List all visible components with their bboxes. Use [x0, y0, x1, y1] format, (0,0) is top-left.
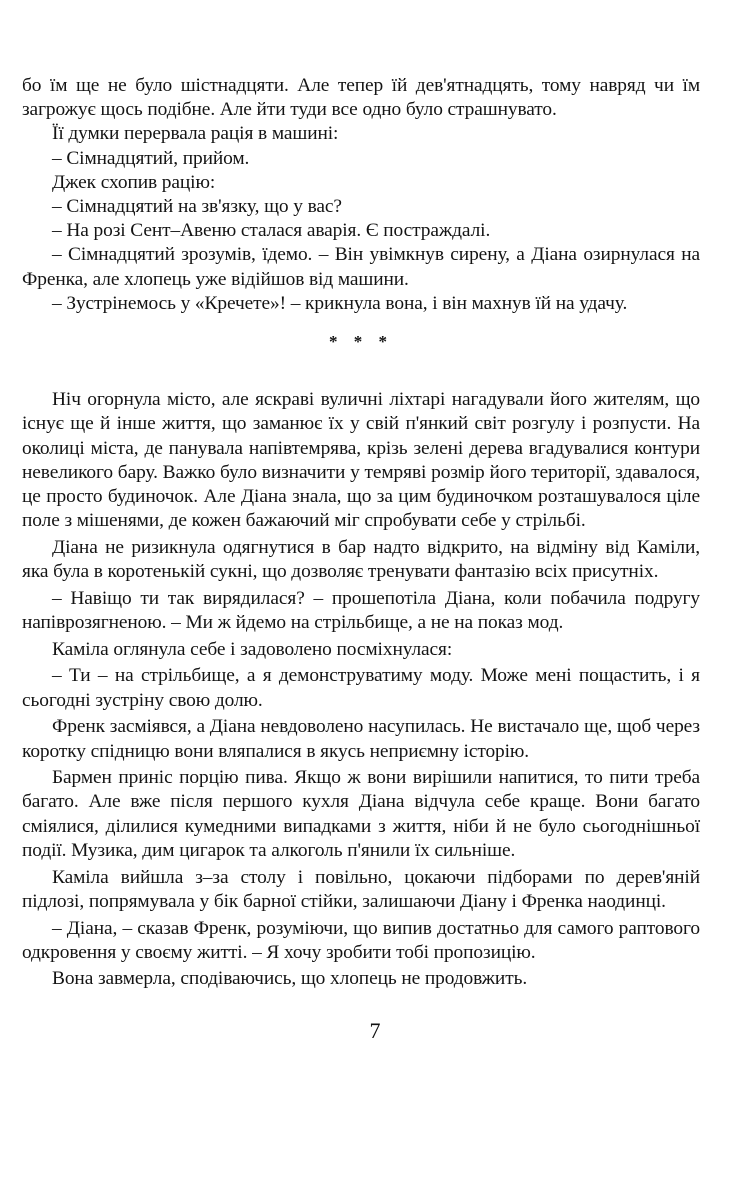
paragraph: бо їм ще не було шістнадцяти. Але тепер їй дев'ятнадцять, тому навряд чи їм загрожує щось подібне. Але йти туди все одно було страшнувато.	[22, 75, 700, 121]
first-section	[22, 74, 700, 316]
paragraph: Френк засміявся, а Діана невдоволено насупилась. Не вистачало ще, щоб через коротку спідницю вони вляпалися в якусь неприємну історію.	[22, 716, 700, 762]
paragraph: – Ти – на стрільбище, а я демонструватиму моду. Може мені пощастить, і я сьогодні зустріну свою долю.	[22, 665, 700, 711]
paragraph: Бармен приніс порцію пива. Якщо ж вони вирішили напитися, то пити треба багато. Але вже після першого кухля Діана відчула себе краще. Вони багато сміялися, ділилися кумедними випадками з життя, ніби й не було сьогоднішньої події. Музика, дим цигарок та алкоголь п'янили їх сильніше.	[22, 767, 700, 861]
paragraph: – Зустрінемось у «Кречете»! – крикнула вона, і він махнув їй на удачу.	[52, 292, 628, 314]
paragraph: – Сімнадцятий, прийом.	[52, 147, 250, 169]
paragraph: – Сімнадцятий на зв'язку, що у вас?	[52, 196, 342, 218]
paragraph: – Діана, – сказав Френк, розуміючи, що випив достатньо для самого раптового одкровення у своєму житті. – Я хочу зробити тобі пропозицію.	[22, 917, 700, 963]
paragraph: Джек схопив рацію:	[52, 171, 216, 193]
paragraph: Вона завмерла, сподіваючись, що хлопець не продовжить.	[52, 968, 528, 990]
paragraph: Ніч огорнула місто, але яскраві вуличні ліхтарі нагадували його жителям, що існує ще й інше життя, що заманює їх у свій п'янкий світ розгулу і розпусти. На околиці міста, де панувала напівтемрява, крізь зелені дерева вгадувалися контури невеликого бару. Важко було визначити у темряві розмір його території, здавалося, це просто будиночок. Але Діана знала, що за цим будиночком розташувалося ціле поле з мішенями, де кожен бажаючий міг спробувати себе у стрільбі.	[22, 389, 700, 532]
paragraph: Каміла оглянула себе і задоволено посміхнулася:	[52, 638, 453, 660]
paragraph: – Сімнадцятий зрозумів, їдемо. – Він увімкнув сирену, а Діана озирнулася на Френка, але хлопець уже відійшов від машини.	[22, 244, 700, 290]
page-number: 7	[369, 1018, 381, 1043]
paragraph: Її думки перервала рація в машині:	[52, 123, 339, 145]
page-body	[22, 74, 700, 994]
paragraph: – Навіщо ти так вирядилася? – прошепотіла Діана, коли побачила подругу напіврозягненою. – Ми ж йдемо на стрільбище, а не на показ мод.	[22, 587, 700, 634]
section-separator: * * *	[329, 332, 393, 352]
paragraph: Каміла вийшла з–за столу і повільно, цокаючи підборами по дерев'яній підлозі, попрямувала у бік барної стійки, залишаючи Діану і Френка наодинці.	[22, 866, 700, 912]
second-section	[22, 388, 700, 991]
paragraph: – На розі Сент–Авеню сталася аварія. Є постраждалі.	[52, 220, 491, 242]
paragraph: Діана не ризикнула одягнутися в бар надто відкрито, на відміну від Каміли, яка була в коротенькій сукні, що дозволяє тренувати фантазію всіх присутніх.	[22, 536, 700, 583]
